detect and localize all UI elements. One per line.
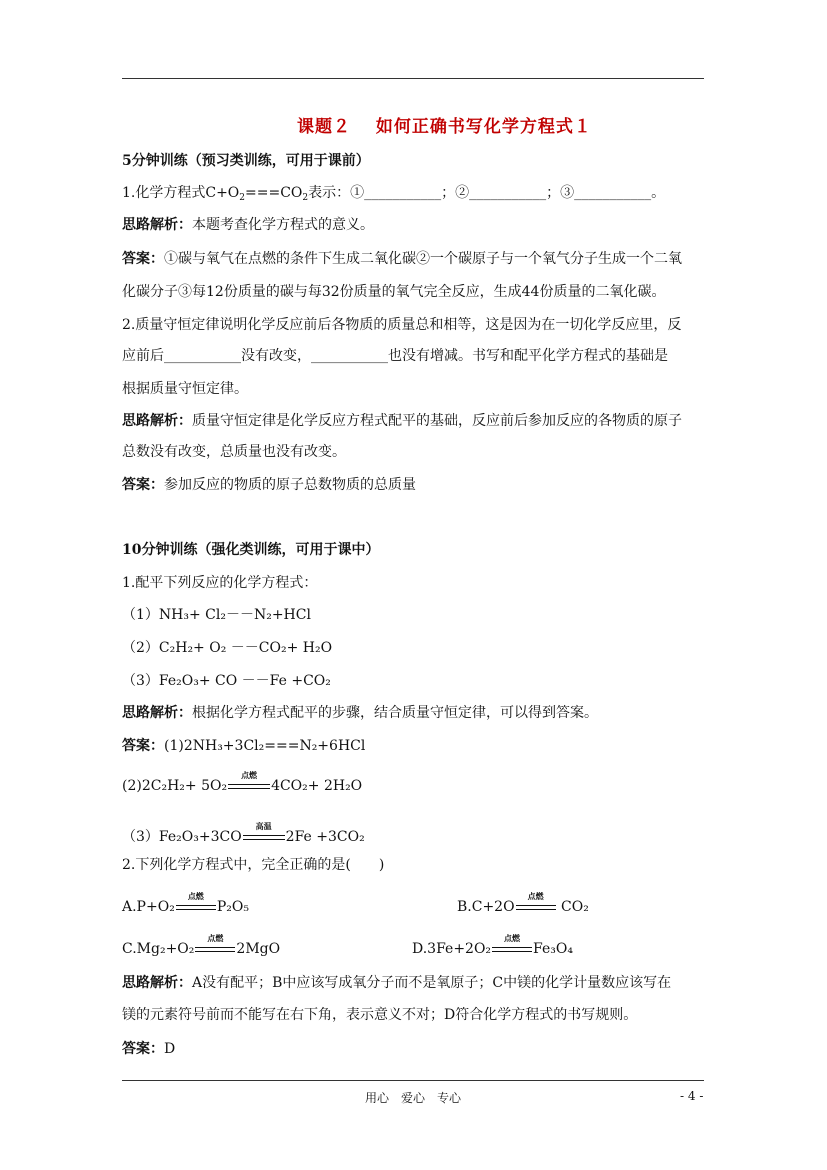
reaction-condition: [175, 891, 217, 916]
eq-left: D.3Fe+2O₂: [412, 941, 492, 957]
equation-3: （3）Fe₂O₃+ CO －－Fe +CO₂: [122, 673, 331, 689]
analysis-text: A没有配平；B中应该写成氧分子而不是氧原子；C中镁的化学计量数应该写在: [192, 975, 672, 991]
q1-sub2: 2: [302, 193, 309, 203]
answer-1-line1: [122, 250, 682, 268]
question-2-line2: 应前后___________没有改变，___________也没有增减。书写和配平化学方程式的基础是: [122, 348, 668, 364]
reaction-condition: [515, 891, 557, 916]
eq-left: A.P+O₂: [122, 899, 175, 915]
answer-label: 答案：: [122, 738, 164, 754]
analysis-label: 思路解析：: [122, 705, 192, 721]
exercise-2: 2.下列化学方程式中，完全正确的是( ): [122, 857, 385, 873]
analysis-label: 思路解析：: [122, 217, 192, 233]
equation-2: （2）C₂H₂+ O₂ －－CO₂+ H₂O: [122, 640, 333, 656]
page-number: - 4 -: [680, 1089, 704, 1103]
reaction-condition: [242, 821, 286, 846]
q1-text-post: 表示：①___________；②___________；③___________。: [308, 185, 666, 201]
eq-right: 4CO₂+ 2H₂O: [271, 778, 363, 794]
eq-right: P₂O₅: [216, 899, 249, 915]
analysis-label: 思路解析：: [122, 975, 192, 991]
page-title: 课题２ 如何正确书写化学方程式１: [297, 117, 592, 137]
condition-label: 高温: [255, 821, 272, 831]
analysis-2-line1: [122, 412, 682, 430]
eq-right: Fe₃O₄: [533, 941, 573, 957]
section-heading-10min: 10分钟训练（强化类训练，可用于课中）: [122, 542, 380, 558]
answer-label: 答案：: [122, 1041, 164, 1057]
question-2-line1: 2.质量守恒定律说明化学反应前后各物质的质量总和相等，这是因为在一切化学反应里，反: [122, 317, 682, 333]
analysis-label: 思路解析：: [122, 413, 192, 429]
answer-4: [122, 1040, 175, 1058]
double-line: [228, 784, 270, 789]
eq-right: 2MgO: [236, 941, 281, 957]
double-line: [516, 905, 556, 910]
equation-1: （1）NH₃+ Cl₂－－N₂+HCl: [122, 607, 311, 623]
answer-text: D: [164, 1041, 176, 1057]
header-rule: [122, 78, 704, 79]
analysis-3: [122, 704, 598, 722]
q1-sub1: 2: [239, 193, 246, 203]
eq-left: （3）Fe₂O₃+3CO: [122, 829, 242, 845]
reaction-condition: [491, 933, 533, 958]
answer-equation-3: [122, 821, 365, 846]
analysis-4-line2: 镁的元素符号前而不能写在右下角，表示意义不对；D符合化学方程式的书写规则。: [122, 1007, 638, 1023]
answer-3: [122, 737, 365, 755]
answer-text: 参加反应的物质的原子总数物质的总质量: [164, 477, 416, 493]
q1-text-pre: 1.化学方程式C+O: [122, 185, 240, 201]
answer-equation-2: [122, 770, 363, 795]
q1-text-mid: ===CO: [245, 185, 303, 201]
analysis-1: [122, 216, 374, 234]
analysis-4-line1: [122, 974, 671, 992]
exercise-1: 1.配平下列反应的化学方程式：: [122, 575, 318, 591]
condition-label: 点燃: [241, 770, 258, 780]
condition-label: 点燃: [504, 933, 521, 943]
eq-right: 2Fe +3CO₂: [285, 829, 365, 845]
analysis-2-line2: 总数没有改变，总质量也没有改变。: [122, 444, 346, 460]
double-line: [492, 947, 532, 952]
answer-2: [122, 476, 416, 494]
double-line: [195, 947, 235, 952]
eq-right: CO₂: [556, 899, 589, 915]
double-line: [176, 905, 216, 910]
footer-slogan: 用心 爱心 专心: [365, 1091, 462, 1105]
reaction-condition: [194, 933, 236, 958]
reaction-condition: [227, 770, 271, 795]
option-d: [412, 933, 573, 958]
eq-left: B.C+2O: [457, 899, 515, 915]
answer-label: 答案：: [122, 477, 164, 493]
question-1: [122, 184, 665, 202]
answer-text: ①碳与氧气在点燃的条件下生成二氧化碳②一个碳原子与一个氧气分子生成一个二氧: [164, 251, 682, 267]
question-2-line3: 根据质量守恒定律。: [122, 381, 248, 397]
double-line: [243, 835, 285, 840]
analysis-text: 质量守恒定律是化学反应方程式配平的基础，反应前后参加反应的各物质的原子: [192, 413, 682, 429]
option-c: [122, 933, 281, 958]
option-a: [122, 891, 249, 916]
eq-left: (2)2C₂H₂+ 5O₂: [122, 778, 228, 794]
option-b: [457, 891, 589, 916]
analysis-text: 根据化学方程式配平的步骤，结合质量守恒定律，可以得到答案。: [192, 705, 598, 721]
footer-rule: [122, 1080, 704, 1081]
eq-left: C.Mg₂+O₂: [122, 941, 195, 957]
section-heading-5min: 5分钟训练（预习类训练，可用于课前）: [122, 153, 370, 169]
answer-equation-1: (1)2NH₃+3Cl₂===N₂+6HCl: [164, 738, 366, 754]
condition-label: 点燃: [527, 891, 544, 901]
condition-label: 点燃: [207, 933, 224, 943]
answer-label: 答案：: [122, 251, 164, 267]
condition-label: 点燃: [187, 891, 204, 901]
answer-1-line2: 化碳分子③每12份质量的碳与每32份质量的氧气完全反应，生成44份质量的二氧化碳。: [122, 284, 666, 300]
analysis-text: 本题考查化学方程式的意义。: [192, 217, 374, 233]
